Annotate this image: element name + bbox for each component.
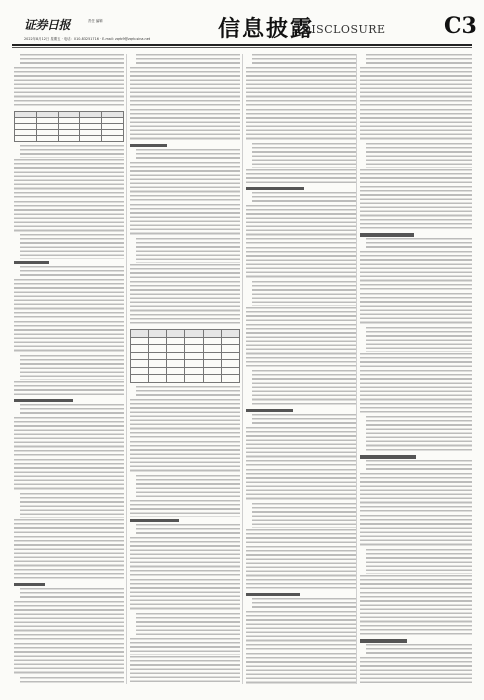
table-cell [185,352,203,360]
body-paragraph [366,460,472,472]
body-paragraph [360,251,472,292]
table-cell [80,136,102,142]
body-paragraph [252,503,356,528]
subheading [360,455,416,458]
table-row [131,352,240,360]
body-paragraph [136,54,240,66]
table-cell [185,375,203,383]
body-paragraph [366,549,472,574]
header-rule-thin [12,47,472,48]
body-paragraph [20,234,124,259]
table-cell [131,345,149,353]
body-paragraph [360,473,472,514]
body-paragraph [130,281,240,326]
table-cell [102,136,124,142]
body-paragraph [14,601,124,642]
body-paragraph [366,238,472,250]
body-paragraph [14,279,124,320]
table-cell [131,375,149,383]
table-cell [203,330,221,338]
body-paragraph [14,417,124,458]
body-paragraph [360,575,472,591]
body-paragraph [246,324,356,369]
body-paragraph [360,67,472,108]
table-cell [221,337,239,345]
body-paragraph [20,355,124,380]
table-cell [203,345,221,353]
body-paragraph [130,656,240,684]
page-number: C3 [444,13,477,39]
table-row [131,367,240,375]
body-paragraph [246,546,356,591]
table-row [131,337,240,345]
body-paragraph [360,293,472,326]
body-paragraph [366,644,472,656]
body-paragraph [130,162,240,203]
table-cell [221,367,239,375]
body-paragraph [130,264,240,280]
body-paragraph [252,370,356,407]
body-paragraph [252,414,356,426]
body-paragraph [136,524,240,536]
subheading [246,187,304,190]
body-paragraph [20,404,124,416]
body-paragraph [360,592,472,637]
table-cell [149,367,167,375]
body-paragraph [20,493,124,518]
table-cell [149,360,167,368]
subheading [14,261,49,264]
body-paragraph [14,643,124,676]
subheading [130,144,167,147]
body-paragraph [366,143,472,168]
body-paragraph [130,204,240,237]
body-paragraph [366,327,472,352]
masthead [6,2,478,46]
data-table [14,111,124,142]
newspaper-logo: 证券日报 [24,18,71,32]
column-divider [126,54,127,684]
table-cell [131,337,149,345]
table-row [15,136,124,142]
body-paragraph [14,67,124,108]
table-cell [167,345,185,353]
body-paragraph [246,247,356,280]
body-paragraph [246,653,356,684]
editors-line: 责任 编辑 [88,19,103,23]
body-paragraph [130,500,240,516]
header-rule [12,44,472,46]
body-paragraph [252,281,356,306]
data-table [130,329,240,383]
table-cell [185,330,203,338]
body-paragraph [366,54,472,66]
column-divider [242,54,243,684]
table-cell [131,352,149,360]
table-cell [131,367,149,375]
column-4 [360,54,472,684]
table-cell [203,375,221,383]
body-paragraph [20,266,124,278]
subheading [14,583,45,586]
body-paragraph [360,186,472,231]
table-row [131,330,240,338]
body-paragraph [252,598,356,610]
table-cell [36,136,58,142]
body-paragraph [246,169,356,185]
body-paragraph [246,611,356,652]
body-paragraph [136,238,240,263]
body-paragraph [130,441,240,474]
body-paragraph [130,579,240,612]
dateline: 2022年8月12日 星期五 · 电话：010-83251716 · E-mail: zqrb9@zqrb.sina.net [24,37,151,41]
subheading [360,233,414,236]
table-cell [167,360,185,368]
table-cell [221,352,239,360]
subheading [246,409,293,412]
body-paragraph [136,475,240,500]
table-cell [221,375,239,383]
table-cell [203,360,221,368]
body-paragraph [360,169,472,185]
table-cell [131,330,149,338]
body-paragraph [20,145,124,157]
body-paragraph [252,54,356,66]
table-cell [185,360,203,368]
body-paragraph [136,386,240,398]
body-paragraph [14,381,124,397]
body-paragraph [130,537,240,578]
body-paragraph [136,149,240,161]
body-paragraph [14,536,124,581]
table-cell [58,136,80,142]
subheading [130,519,179,522]
body-paragraph [246,529,356,545]
table-cell [167,337,185,345]
column-divider [356,54,357,684]
subheading [246,593,300,596]
column-3 [246,54,356,684]
body-paragraph [360,657,472,684]
table-cell [167,352,185,360]
body-paragraph [246,109,356,142]
body-paragraph [20,54,124,66]
body-paragraph [14,201,124,234]
table-cell [203,337,221,345]
subheading [14,399,73,402]
body-paragraph [14,159,124,200]
body-paragraph [14,321,124,354]
table-cell [221,360,239,368]
table-cell [131,360,149,368]
column-1 [14,54,124,684]
body-paragraph [20,677,124,684]
body-paragraph [246,307,356,323]
body-paragraph [130,399,240,440]
table-row [131,360,240,368]
table-cell [221,330,239,338]
body-paragraph [360,353,472,369]
body-paragraph [252,143,356,168]
body-paragraph [130,67,240,108]
table-cell [185,337,203,345]
table-cell [221,345,239,353]
body-paragraph [14,519,124,535]
table-cell [167,375,185,383]
body-paragraph [252,192,356,204]
table-row [131,345,240,353]
table-cell [203,367,221,375]
table-cell [185,367,203,375]
section-subtitle: DISCLOSURE [302,23,386,36]
table-cell [15,136,37,142]
body-paragraph [136,613,240,638]
table-cell [203,352,221,360]
table-cell [185,345,203,353]
body-paragraph [246,67,356,108]
body-paragraph [130,109,240,142]
column-2 [130,54,240,684]
body-paragraph [360,109,472,142]
table-cell [167,330,185,338]
table-cell [149,345,167,353]
body-paragraph [246,427,356,468]
table-cell [149,352,167,360]
body-paragraph [366,416,472,453]
table-cell [167,367,185,375]
body-paragraph [246,205,356,246]
body-paragraph [360,515,472,548]
section-title: 信息披露 [218,17,315,42]
table-row [131,375,240,383]
body-paragraph [20,588,124,600]
subheading [360,639,407,642]
table-cell [149,337,167,345]
body-paragraph [360,370,472,415]
body-paragraph [14,459,124,492]
body-paragraph [246,469,356,502]
body-paragraph [130,638,240,654]
table-cell [149,375,167,383]
table-cell [149,330,167,338]
